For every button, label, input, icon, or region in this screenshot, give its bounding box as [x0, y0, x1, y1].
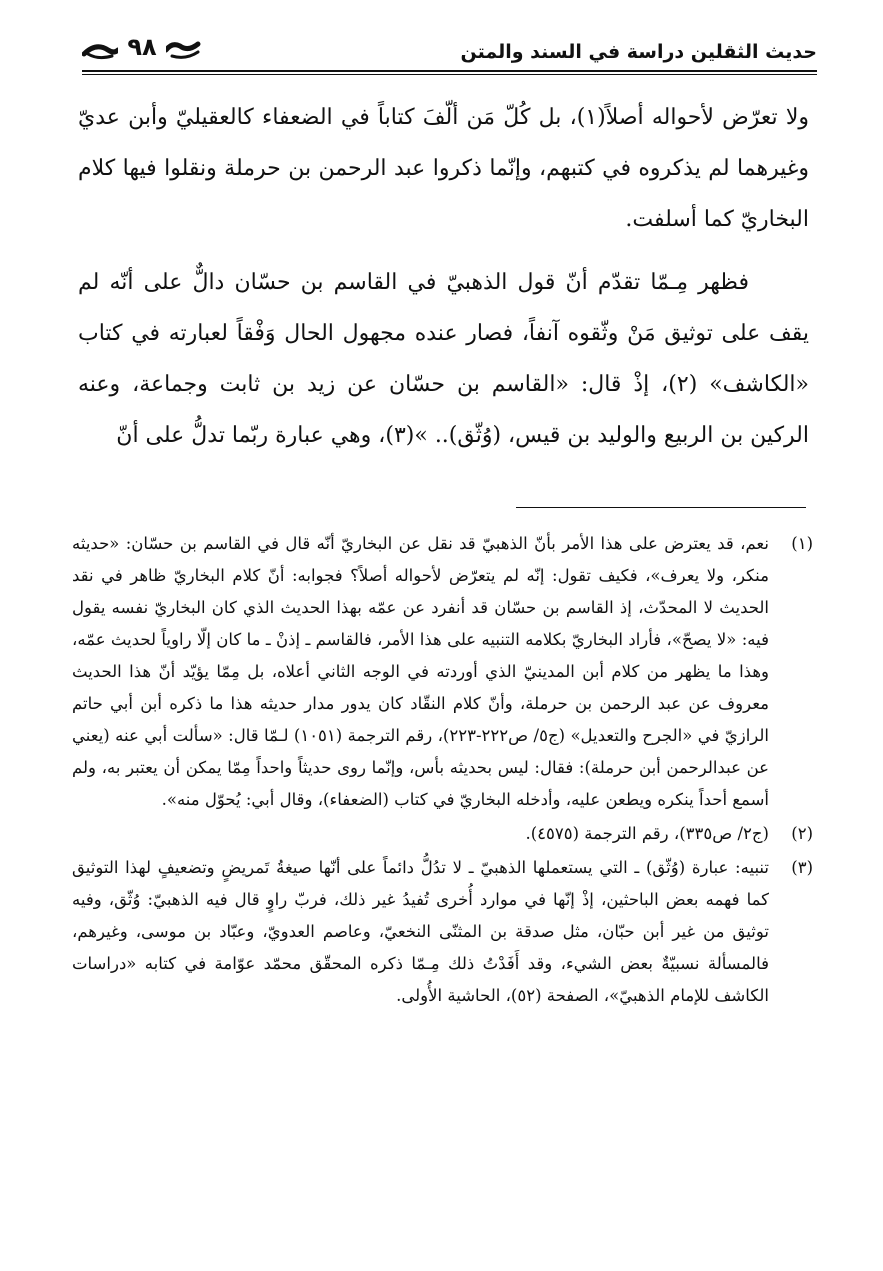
footnote — [72, 818, 813, 850]
footnote-number: (٢) — [791, 824, 813, 843]
running-title: حديث الثقلين دراسة في السند والمتن — [460, 41, 817, 63]
footnote-number: (١) — [791, 534, 813, 553]
body-paragraph: ولا تعرّض لأحواله أصلاً(١)، بل كُلّ مَن ألّفَ كتاباً في الضعفاء كالعقيليّ وأبن عديّ وغيرهما لم يذكروه في كتبهم، وإنّما ذكروا عبد الرحمن بن حرملة ونقلوا فيها كلام البخاريّ كما أسلفت. — [78, 105, 809, 232]
header-rule — [82, 70, 817, 75]
body-paragraph: فظهر مِـمّا تقدّم أنّ قول الذهبيّ في القاسم بن حسّان دالٌّ على أنّه لم يقف على توثيق مَنْ وثّقوه آنفاً، فصار عنده مجهول الحال وَفْقاً لعبارته في كتاب «الكاشف» (٢)، إذْ قال: «القاسم بن حسّان عن زيد بن ثابت وجماعة، وعنه الركين بن الربيع والوليد بن قيس، (وُثّق).. »(٣)، وهي عبارة ربّما تدلُّ على أنّ — [78, 270, 809, 448]
page-number: ٩٨ — [118, 32, 166, 62]
footnote-separator — [516, 507, 806, 508]
footnote-text: (ج٢/ ص٣٣٥)، رقم الترجمة (٤٥٧٥). — [525, 824, 769, 843]
footnote-text: تنبيه: عبارة (وُثّق) ـ التي يستعملها الذهبيّ ـ لا تدُلُّ دائماً على أنّها صيغةُ تَمريضٍ وتضعيفٍ لهذا التوثيق كما فهمه بعض الباحثين، إذْ إنّها في موارد أُخرى تُفيدُ غير ذلك، فربّ راوٍ قال فيه الذهبيّ: وُثّق، وفيه توثيق من غير أبن حبّان، مثل صدقة بن المثنّى النخعيّ، وعاصم العدويّ، وعبّاد بن موسى، وغيرهم، فالمسألة نسبيّةٌ بعض الشيء، وقد أَفَدْتُ ذلك مِـمّا ذكره المحقّق محمّد عوّامة في كتابه «دراسات الكاشف للإمام الذهبيّ»، الصفحة (٥٢)، الحاشية الأُولى. — [72, 858, 769, 1005]
footnote — [72, 528, 813, 816]
footnotes — [72, 528, 813, 1012]
footnote-text: نعم، قد يعترض على هذا الأمر بأنّ الذهبيّ قد نقل عن البخاريّ أنّه قال في القاسم بن حسّان: «حديثه منكر، ولا يعرف»، فكيف تقول: إنّه لم يتعرّض لأحواله أصلاً؟ فجوابه: أنّ كلام البخاريّ ظاهر في نقد الحديث لا المحدّث، إذ القاسم بن حسّان قد أنفرد عن عمّه بهذا الحديث الذي كان البخاريّ نفسه يقول فيه: «لا يصحّ»، فأراد البخاريّ بكلامه التنبيه على هذا الأمر، فالقاسم ـ إذنْ ـ ما كان إلّا راوياً لحديث عمّه، وهذا ما يظهر من كلام أبن المدينيّ الذي أوردته في الوجه الثاني أعلاه، بل مِمّا يؤيّد أنّ هذا الحديث معروف عن عبد الرحمن بن حرملة، وأنّ كلام النقّاد كان يدور مدار حديثه هذا ما ذكره أبن أبي حاتم الرازيّ في «الجرح والتعديل» (ج٥/ ص٢٢٢-٢٢٣)، رقم الترجمة (١٠٥١) لـمّا قال: «سألت أبي عنه (يعني عن عبدالرحمن أبن حرملة): فقال: ليس بحديثه بأس، وإنّما روى حديثاً واحداً مِمّا يمكن أن يعتبر به، ولم أسمع أحداً ينكره ويطعن عليه، وأدخله البخاريّ في كتاب (الضعفاء)، وقال أبي: يُحوّل منه». — [72, 534, 769, 809]
footnote-number: (٣) — [791, 858, 813, 877]
running-header — [82, 30, 817, 72]
footnote — [72, 852, 813, 1012]
main-text — [78, 92, 809, 461]
